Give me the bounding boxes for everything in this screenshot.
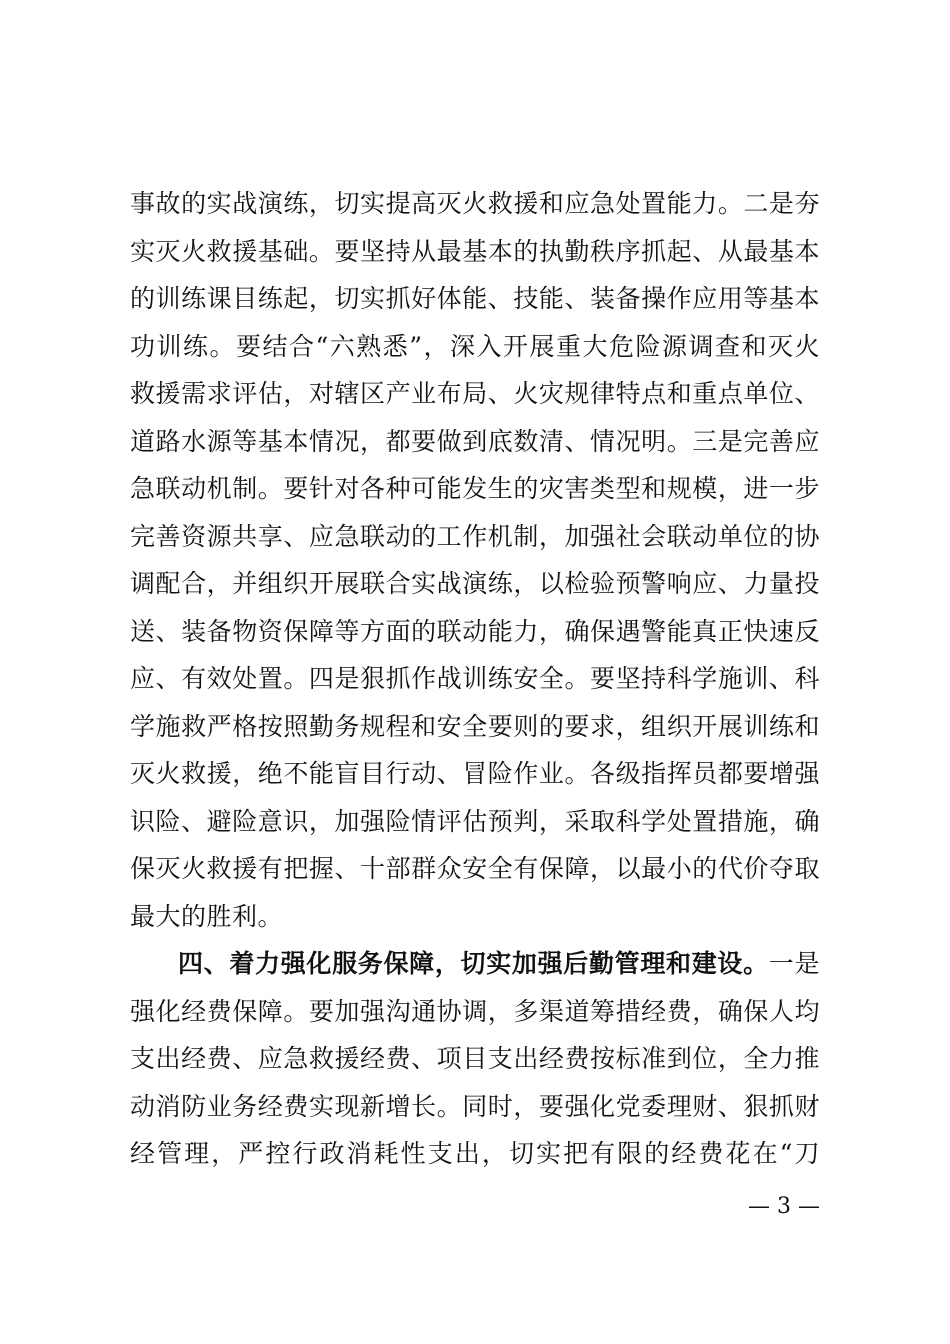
text-line: 应、有效处置。四是狠抓作战训练安全。要坚持科学施训、科	[130, 664, 820, 693]
text-line: 灭火救援，绝不能盲目行动、冒险作业。各级指挥员都要增强	[130, 759, 820, 788]
text-line: 事故的实战演练，切实提高灭火救援和应急处置能力。二是夯	[130, 189, 820, 218]
text-line: 保灭火救援有把握、十部群众安全有保障，以最小的代价夺取	[130, 854, 820, 883]
heading-line-continuation: 一是	[768, 949, 820, 978]
page-number: — 3 —	[748, 1194, 820, 1219]
text-line: 调配合，并组织开展联合实战演练，以检验预警响应、力量投	[130, 569, 820, 598]
text-line: 经管理，严控行政消耗性支出，切实把有限的经费花在“刀	[130, 1139, 820, 1168]
text-line: 支出经费、应急救援经费、项目支出经费按标准到位，全力推	[130, 1044, 820, 1073]
text-line: 识险、避险意识，加强险情评估预判，采取科学处置措施，确	[130, 807, 820, 836]
section-heading: 四、着力强化服务保障，切实加强后勤管理和建设。	[178, 949, 769, 978]
text-line: 的训练课目练起，切实抓好体能、技能、装备操作应用等基本	[130, 284, 820, 313]
text-line: 最大的胜利。	[130, 902, 284, 931]
text-line: 强化经费保障。要加强沟通协调，多渠道筹措经费，确保人均	[130, 997, 820, 1026]
text-line: 完善资源共享、应急联动的工作机制，加强社会联动单位的协	[130, 522, 820, 551]
text-line: 实灭火救援基础。要坚持从最基本的执勤秩序抓起、从最基本	[130, 237, 820, 266]
section-heading-line	[178, 944, 820, 984]
text-line: 急联动机制。要针对各种可能发生的灾害类型和规模，进一步	[130, 474, 820, 503]
text-line: 救援需求评估，对辖区产业布局、火灾规律特点和重点单位、	[130, 379, 820, 408]
text-line: 学施救严格按照勤务规程和安全要则的要求，组织开展训练和	[130, 712, 820, 741]
text-line: 道路水源等基本情况，都要做到底数清、情况明。三是完善应	[130, 427, 820, 456]
text-line: 送、装备物资保障等方面的联动能力，确保遇警能真正快速反	[130, 617, 820, 646]
text-line: 动消防业务经费实现新增长。同时，要强化党委理财、狠抓财	[130, 1092, 820, 1121]
text-line: 功训练。要结合“六熟悉”，深入开展重大危险源调查和灭火	[130, 332, 820, 361]
